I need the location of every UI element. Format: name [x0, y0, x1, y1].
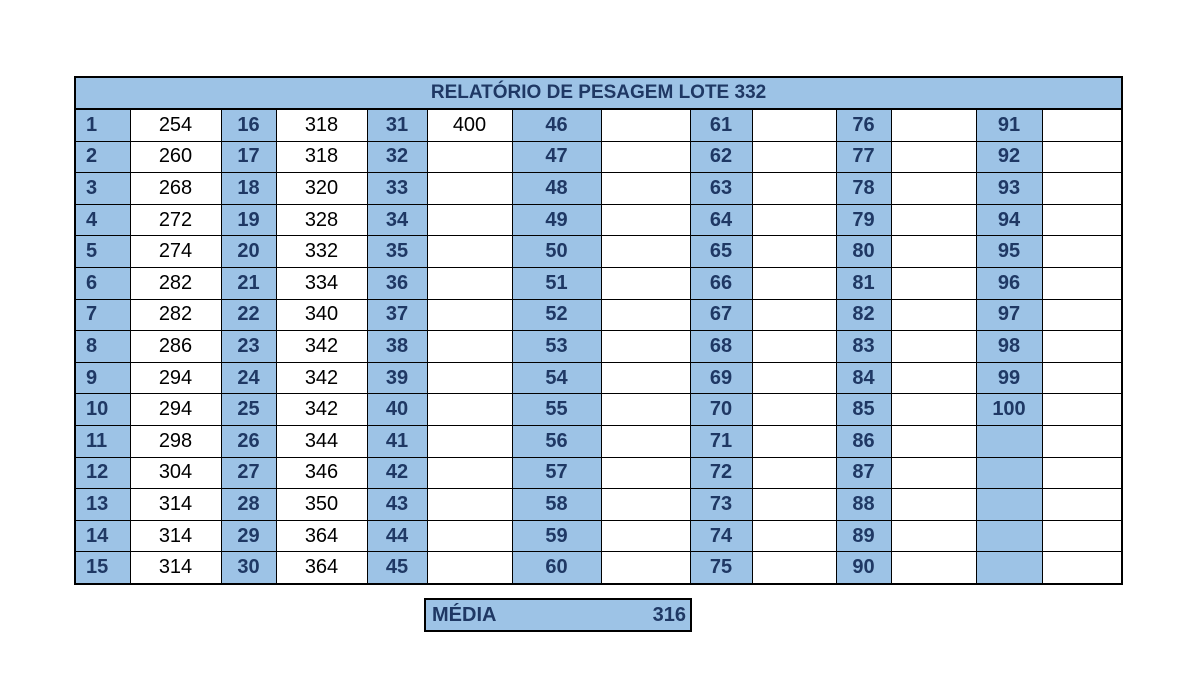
weight-cell: [891, 331, 976, 363]
weight-cell: 268: [130, 173, 221, 205]
row-number-cell: 25: [221, 394, 276, 426]
row-number-cell: 80: [836, 236, 891, 268]
weight-cell: [752, 267, 836, 299]
row-number-cell: 15: [75, 552, 130, 584]
weight-cell: 314: [130, 489, 221, 521]
row-number-cell: 59: [512, 520, 601, 552]
weight-cell: 274: [130, 236, 221, 268]
row-number-cell: 97: [976, 299, 1042, 331]
row-number-cell: 43: [367, 489, 427, 521]
weight-cell: 342: [276, 394, 367, 426]
weight-cell: [891, 520, 976, 552]
row-number-cell: 7: [75, 299, 130, 331]
weight-cell: [752, 489, 836, 521]
row-number-cell: [976, 457, 1042, 489]
row-number-cell: 70: [690, 394, 752, 426]
row-number-cell: 90: [836, 552, 891, 584]
row-number-cell: 92: [976, 141, 1042, 173]
row-number-cell: 75: [690, 552, 752, 584]
weight-cell: [427, 520, 512, 552]
weight-cell: [1042, 362, 1122, 394]
weight-cell: [752, 394, 836, 426]
row-number-cell: 65: [690, 236, 752, 268]
weight-cell: [752, 141, 836, 173]
row-number-cell: 8: [75, 331, 130, 363]
row-number-cell: 1: [75, 109, 130, 141]
weight-cell: [601, 362, 690, 394]
weight-cell: [1042, 173, 1122, 205]
weight-cell: [752, 552, 836, 584]
row-number-cell: [976, 489, 1042, 521]
row-number-cell: 6: [75, 267, 130, 299]
weight-cell: [752, 331, 836, 363]
weight-cell: [427, 173, 512, 205]
weight-cell: 318: [276, 141, 367, 173]
weight-cell: [752, 299, 836, 331]
row-number-cell: 42: [367, 457, 427, 489]
row-number-cell: 87: [836, 457, 891, 489]
weight-cell: [601, 552, 690, 584]
row-number-cell: [976, 425, 1042, 457]
row-number-cell: 14: [75, 520, 130, 552]
row-number-cell: 29: [221, 520, 276, 552]
weight-cell: [752, 520, 836, 552]
table-row: [75, 362, 1122, 394]
weight-cell: [427, 457, 512, 489]
row-number-cell: 19: [221, 204, 276, 236]
row-number-cell: 77: [836, 141, 891, 173]
report-title: RELATÓRIO DE PESAGEM LOTE 332: [75, 77, 1122, 109]
row-number-cell: 58: [512, 489, 601, 521]
weight-cell: 254: [130, 109, 221, 141]
weight-cell: [752, 109, 836, 141]
average-label: MÉDIA: [432, 603, 497, 626]
average-value: 316: [652, 603, 686, 626]
row-number-cell: 12: [75, 457, 130, 489]
average-box: [424, 598, 692, 632]
weight-cell: 342: [276, 331, 367, 363]
weight-cell: [891, 236, 976, 268]
row-number-cell: 20: [221, 236, 276, 268]
row-number-cell: 47: [512, 141, 601, 173]
row-number-cell: [976, 520, 1042, 552]
weight-cell: [891, 425, 976, 457]
weight-cell: 334: [276, 267, 367, 299]
row-number-cell: 81: [836, 267, 891, 299]
weight-cell: 328: [276, 204, 367, 236]
row-number-cell: 41: [367, 425, 427, 457]
weight-cell: 294: [130, 394, 221, 426]
weight-cell: [891, 457, 976, 489]
weight-cell: [891, 552, 976, 584]
row-number-cell: [976, 552, 1042, 584]
weight-cell: 272: [130, 204, 221, 236]
table-row: [75, 109, 1122, 141]
weight-cell: [427, 394, 512, 426]
row-number-cell: 4: [75, 204, 130, 236]
table-row: [75, 299, 1122, 331]
row-number-cell: 56: [512, 425, 601, 457]
weight-cell: 342: [276, 362, 367, 394]
table-row: [75, 520, 1122, 552]
weight-cell: 260: [130, 141, 221, 173]
weight-cell: [601, 299, 690, 331]
weight-cell: 318: [276, 109, 367, 141]
weight-cell: [891, 204, 976, 236]
row-number-cell: 24: [221, 362, 276, 394]
row-number-cell: 27: [221, 457, 276, 489]
weight-cell: [427, 267, 512, 299]
row-number-cell: 37: [367, 299, 427, 331]
row-number-cell: 73: [690, 489, 752, 521]
row-number-cell: 72: [690, 457, 752, 489]
weight-cell: [1042, 204, 1122, 236]
row-number-cell: 26: [221, 425, 276, 457]
weight-cell: [752, 457, 836, 489]
weight-cell: [427, 489, 512, 521]
row-number-cell: 16: [221, 109, 276, 141]
row-number-cell: 49: [512, 204, 601, 236]
weight-cell: 350: [276, 489, 367, 521]
row-number-cell: 40: [367, 394, 427, 426]
weight-cell: [1042, 457, 1122, 489]
weight-cell: [891, 141, 976, 173]
row-number-cell: 78: [836, 173, 891, 205]
table-row: [75, 141, 1122, 173]
row-number-cell: 93: [976, 173, 1042, 205]
weight-cell: [891, 267, 976, 299]
weight-cell: [752, 204, 836, 236]
table-row: [75, 204, 1122, 236]
row-number-cell: 51: [512, 267, 601, 299]
weight-cell: 364: [276, 552, 367, 584]
weight-cell: 314: [130, 552, 221, 584]
row-number-cell: 11: [75, 425, 130, 457]
weight-cell: [601, 331, 690, 363]
weight-cell: [752, 425, 836, 457]
row-number-cell: 22: [221, 299, 276, 331]
weight-cell: [752, 173, 836, 205]
row-number-cell: 67: [690, 299, 752, 331]
row-number-cell: 57: [512, 457, 601, 489]
row-number-cell: 95: [976, 236, 1042, 268]
weight-cell: [1042, 141, 1122, 173]
weight-cell: [427, 552, 512, 584]
table-row: [75, 331, 1122, 363]
weight-cell: [601, 141, 690, 173]
row-number-cell: 82: [836, 299, 891, 331]
weight-cell: [1042, 394, 1122, 426]
weight-cell: [1042, 109, 1122, 141]
row-number-cell: 23: [221, 331, 276, 363]
row-number-cell: 52: [512, 299, 601, 331]
row-number-cell: 88: [836, 489, 891, 521]
table-row: [75, 425, 1122, 457]
table-row: [75, 489, 1122, 521]
title-row: [75, 77, 1122, 109]
row-number-cell: 30: [221, 552, 276, 584]
weight-cell: [427, 331, 512, 363]
row-number-cell: 45: [367, 552, 427, 584]
weight-cell: 344: [276, 425, 367, 457]
row-number-cell: 33: [367, 173, 427, 205]
table-row: [75, 394, 1122, 426]
row-number-cell: 31: [367, 109, 427, 141]
weight-cell: [427, 141, 512, 173]
row-number-cell: 100: [976, 394, 1042, 426]
row-number-cell: 98: [976, 331, 1042, 363]
weight-cell: [1042, 552, 1122, 584]
weight-cell: [427, 299, 512, 331]
row-number-cell: 13: [75, 489, 130, 521]
row-number-cell: 48: [512, 173, 601, 205]
row-number-cell: 32: [367, 141, 427, 173]
weight-cell: [1042, 489, 1122, 521]
weight-cell: 340: [276, 299, 367, 331]
row-number-cell: 86: [836, 425, 891, 457]
weight-cell: [601, 425, 690, 457]
row-number-cell: 71: [690, 425, 752, 457]
row-number-cell: 69: [690, 362, 752, 394]
weight-cell: [1042, 331, 1122, 363]
table-row: [75, 236, 1122, 268]
weight-cell: 320: [276, 173, 367, 205]
row-number-cell: 53: [512, 331, 601, 363]
row-number-cell: 74: [690, 520, 752, 552]
weight-cell: 304: [130, 457, 221, 489]
row-number-cell: 17: [221, 141, 276, 173]
weight-cell: [1042, 520, 1122, 552]
row-number-cell: 62: [690, 141, 752, 173]
row-number-cell: 68: [690, 331, 752, 363]
table-row: [75, 552, 1122, 584]
row-number-cell: 99: [976, 362, 1042, 394]
weight-cell: 364: [276, 520, 367, 552]
row-number-cell: 76: [836, 109, 891, 141]
weight-cell: [752, 236, 836, 268]
weight-cell: [601, 236, 690, 268]
weight-cell: [601, 109, 690, 141]
weight-cell: [427, 362, 512, 394]
table-row: [75, 457, 1122, 489]
weight-cell: [891, 299, 976, 331]
table-row: [75, 267, 1122, 299]
weight-cell: 346: [276, 457, 367, 489]
row-number-cell: 60: [512, 552, 601, 584]
weight-cell: [427, 204, 512, 236]
row-number-cell: 21: [221, 267, 276, 299]
row-number-cell: 44: [367, 520, 427, 552]
row-number-cell: 5: [75, 236, 130, 268]
row-number-cell: 66: [690, 267, 752, 299]
table-row: [75, 173, 1122, 205]
weight-cell: [891, 394, 976, 426]
weight-cell: 286: [130, 331, 221, 363]
weight-cell: [891, 173, 976, 205]
row-number-cell: 54: [512, 362, 601, 394]
weight-cell: [601, 267, 690, 299]
weighing-report-table: [74, 76, 1123, 585]
weight-cell: [1042, 425, 1122, 457]
weight-cell: [601, 489, 690, 521]
row-number-cell: 50: [512, 236, 601, 268]
weight-cell: [601, 520, 690, 552]
weight-cell: [601, 457, 690, 489]
row-number-cell: 34: [367, 204, 427, 236]
weight-cell: 298: [130, 425, 221, 457]
row-number-cell: 38: [367, 331, 427, 363]
weight-cell: [601, 173, 690, 205]
weight-cell: 332: [276, 236, 367, 268]
row-number-cell: 28: [221, 489, 276, 521]
weight-cell: [1042, 299, 1122, 331]
row-number-cell: 61: [690, 109, 752, 141]
row-number-cell: 39: [367, 362, 427, 394]
row-number-cell: 89: [836, 520, 891, 552]
row-number-cell: 96: [976, 267, 1042, 299]
row-number-cell: 85: [836, 394, 891, 426]
weight-cell: [891, 489, 976, 521]
row-number-cell: 91: [976, 109, 1042, 141]
row-number-cell: 79: [836, 204, 891, 236]
row-number-cell: 64: [690, 204, 752, 236]
row-number-cell: 84: [836, 362, 891, 394]
row-number-cell: 10: [75, 394, 130, 426]
weight-cell: 282: [130, 299, 221, 331]
weight-cell: 314: [130, 520, 221, 552]
weight-cell: 400: [427, 109, 512, 141]
row-number-cell: 46: [512, 109, 601, 141]
weight-cell: [752, 362, 836, 394]
row-number-cell: 83: [836, 331, 891, 363]
weight-cell: [1042, 236, 1122, 268]
weight-cell: [1042, 267, 1122, 299]
weight-cell: 282: [130, 267, 221, 299]
weight-cell: [601, 394, 690, 426]
weight-cell: 294: [130, 362, 221, 394]
row-number-cell: 36: [367, 267, 427, 299]
weight-cell: [427, 236, 512, 268]
weight-cell: [601, 204, 690, 236]
row-number-cell: 9: [75, 362, 130, 394]
row-number-cell: 55: [512, 394, 601, 426]
row-number-cell: 35: [367, 236, 427, 268]
row-number-cell: 18: [221, 173, 276, 205]
weight-cell: [891, 109, 976, 141]
row-number-cell: 94: [976, 204, 1042, 236]
row-number-cell: 2: [75, 141, 130, 173]
weight-cell: [891, 362, 976, 394]
row-number-cell: 3: [75, 173, 130, 205]
row-number-cell: 63: [690, 173, 752, 205]
weight-cell: [427, 425, 512, 457]
